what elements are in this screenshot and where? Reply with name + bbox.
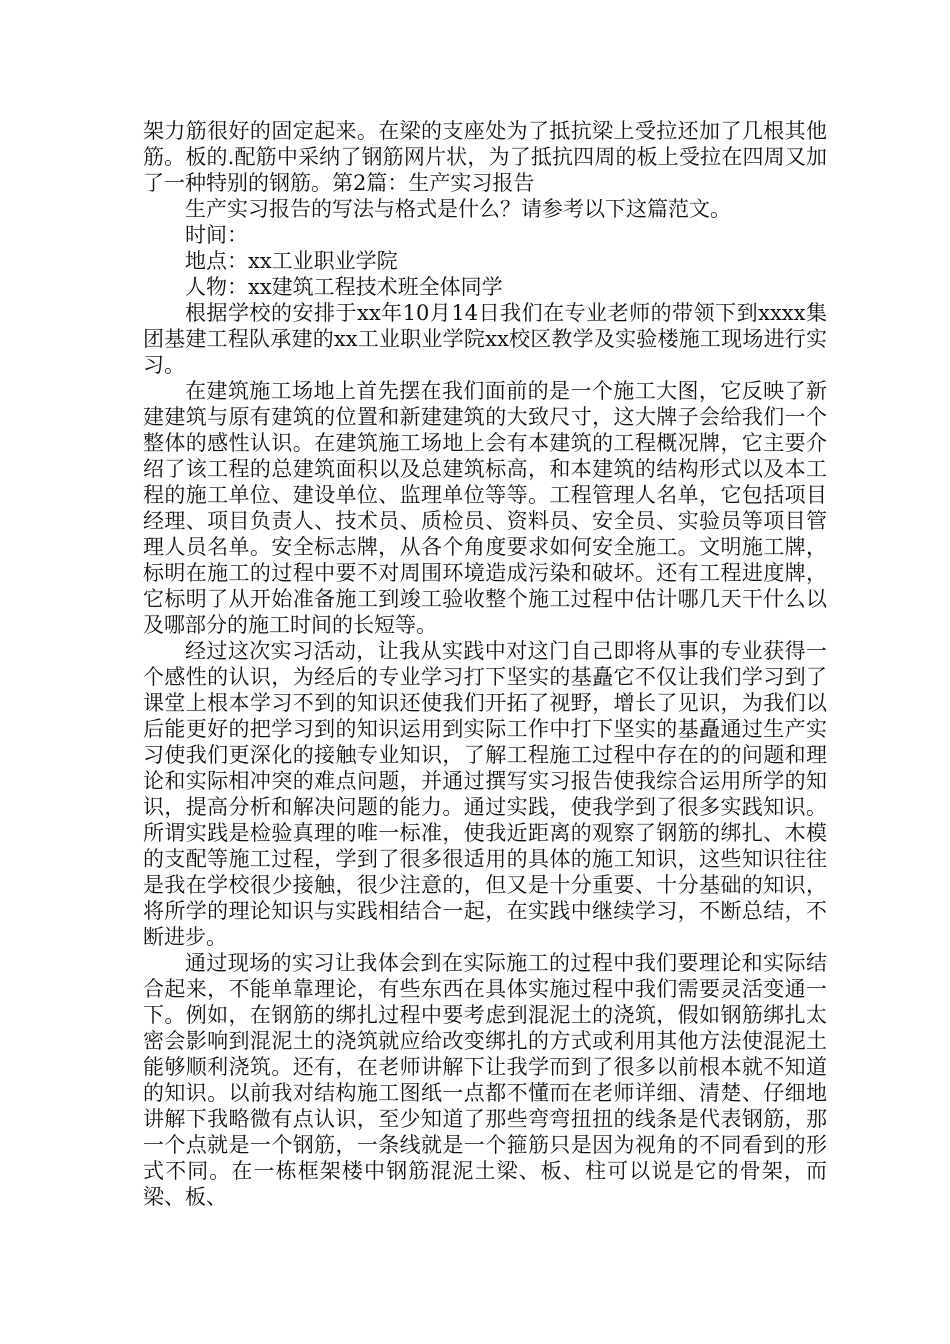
paragraph-location: 地点：xx工业职业学院 [185,249,398,273]
paragraph-continuation: 架力筋很好的固定起来。在梁的支座处为了抵抗梁上受拉还加了几根其他筋。板的.配筋中采纳了钢筋网片状，为了抵抗四周的板上受拉在四周又加了一种特别的钢筋。第2篇：生产实习报告 [143,119,827,195]
paragraph-people: 人物：xx建筑工程技术班全体同学 [185,275,503,299]
paragraph-intro: 生产实习报告的写法与格式是什么？请参考以下这篇范文。 [185,197,731,221]
paragraph-time: 时间： [185,223,248,247]
paragraph-arrangement: 根据学校的安排于xx年10月14日我们在专业老师的带领下到xxxx集团基建工程队承建的xx工业职业学院xx校区教学及实验楼施工现场进行实习。 [143,301,827,377]
document-page [143,118,827,1210]
paragraph-practice-gains: 经过这次实习活动，让我从实践中对这门自己即将从事的专业获得一个感性的认识，为经后的专业学习打下坚实的基矗它不仅让我们学习到了课堂上根本学习不到的知识还使我们开拓了视野，增长了见识，为我们以后能更好的把学习到的知识运用到实际工作中打下坚实的基矗通过生产实习使我们更深化的接触专业知识，了解工程施工过程中存在的的问题和理论和实际相冲突的难点问题，并通过撰写实习报告使我综合运用所学的知识，提高分析和解决问题的能力。通过实践，使我学到了很多实践知识。所谓实践是检验真理的唯一标准，使我近距离的观察了钢筋的绑扎、木模的支配等施工过程，学到了很多很适用的具体的施工知识，这些知识往往是我在学校很少接触，很少注意的，但又是十分重要、十分基础的知识，将所学的理论知识与实践相结合一起，在实践中继续学习，不断总结，不断进步。 [143,639,827,949]
paragraph-theory-practice: 通过现场的实习让我体会到在实际施工的过程中我们要理论和实际结合起来，不能单靠理论，有些东西在具体实施过程中我们需要灵活变通一下。例如，在钢筋的绑扎过程中要考虑到混泥土的浇筑，假如钢筋绑扎太密会影响到混泥土的浇筑就应给改变绑扎的方式或利用其他方法使混泥土能够顺利浇筑。还有，在老师讲解下让我学而到了很多以前根本就不知道的知识。以前我对结构施工图纸一点都不懂而在老师详细、清楚、仔细地讲解下我略微有点认识，至少知道了那些弯弯扭扭的线条是代表钢筋，那一个点就是一个钢筋，一条线就是一个箍筋只是因为视角的不同看到的形式不同。在一栋框架楼中钢筋混泥土梁、板、柱可以说是它的骨架，而梁、板、 [143,951,827,1209]
paragraph-site-signs: 在建筑施工场地上首先摆在我们面前的是一个施工大图，它反映了新建建筑与原有建筑的位置和新建建筑的大致尺寸，这大牌子会给我们一个整体的感性认识。在建筑施工场地上会有本建筑的工程概况牌，它主要介绍了该工程的总建筑面积以及总建筑标高，和本建筑的结构形式以及本工程的施工单位、建设单位、监理单位等等。工程管理人名单，它包括项目经理、项目负责人、技术员、质检员、资料员、安全员、实验员等项目管理人员名单。安全标志牌，从各个角度要求如何安全施工。文明施工牌，标明在施工的过程中要不对周围环境造成污染和破坏。还有工程进度牌，它标明了从开始准备施工到竣工验收整个施工过程中估计哪几天干什么以及哪部分的施工时间的长短等。 [143,379,827,637]
